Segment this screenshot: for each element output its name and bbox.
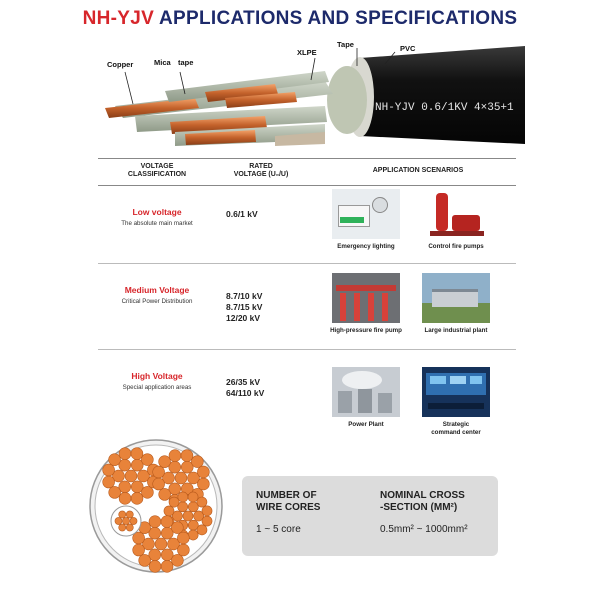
copper-strand <box>188 530 198 540</box>
scene-caption: Control fire pumps <box>428 243 484 250</box>
scene-fire-pumps <box>416 189 496 251</box>
copper-strand <box>131 492 143 504</box>
copper-strand <box>197 478 209 490</box>
header-voltage-class: VOLTAGE CLASSIFICATION <box>127 163 187 178</box>
rated-voltage: 26/35 kV 64/110 kV <box>226 377 265 398</box>
scene-caption: Strategic command center <box>431 421 481 436</box>
copper-strand <box>153 466 165 478</box>
copper-strand <box>177 544 189 556</box>
scene-fire-pump-room <box>326 273 406 335</box>
spec-cores-heading: NUMBER OF WIRE CORES <box>256 490 321 513</box>
copper-strand <box>181 450 193 462</box>
header-rated-voltage: RATED VOLTAGE (U₀/U) <box>233 163 289 178</box>
copper-strand <box>141 454 153 466</box>
voltage-class-desc: Critical Power Distribution <box>121 298 193 305</box>
copper-strand <box>155 538 167 550</box>
xlpe-layer <box>327 66 367 134</box>
copper-strand <box>188 492 198 502</box>
copper-strand <box>197 497 207 507</box>
label-copper: Copper <box>107 60 134 69</box>
copper-strand <box>126 524 133 531</box>
copper-strand <box>177 532 189 544</box>
copper-strand <box>183 511 193 521</box>
spec-panel <box>242 476 498 556</box>
copper-strand <box>103 464 115 476</box>
copper-strand <box>197 466 209 478</box>
copper-strand <box>191 456 203 468</box>
copper-strand <box>197 525 207 535</box>
scene-command-center <box>416 367 496 437</box>
copper-strand <box>202 506 212 516</box>
copper-strand <box>139 554 151 566</box>
scene-emergency-lighting <box>326 189 406 251</box>
copper-strand <box>164 506 174 516</box>
copper-strand <box>161 560 173 572</box>
copper-strand <box>171 554 183 566</box>
copper-strand <box>119 511 126 518</box>
copper-strand <box>202 516 212 526</box>
scene-caption: Large industrial plant <box>424 327 488 334</box>
label-mica: Mica <box>154 58 171 67</box>
scene-industrial-plant <box>416 273 496 335</box>
spec-section-heading: NOMINAL CROSS -SECTION (MM²) <box>380 490 465 513</box>
copper-strand <box>125 470 137 482</box>
voltage-class <box>98 285 216 305</box>
scene-power-plant <box>326 367 406 429</box>
copper-strand <box>130 517 137 524</box>
copper-strand <box>153 478 165 490</box>
copper-strand <box>122 517 129 524</box>
copper-strand <box>169 497 179 507</box>
copper-strand <box>171 522 183 534</box>
copper-strand <box>115 517 122 524</box>
emergency-lighting-image <box>332 189 400 239</box>
voltage-class-name: Low voltage <box>132 207 182 217</box>
industrial-plant-image <box>422 273 490 323</box>
copper-strand <box>141 486 153 498</box>
copper-strand <box>109 454 121 466</box>
voltage-class-name: High Voltage <box>131 371 183 381</box>
voltage-class-name: Medium Voltage <box>124 285 190 295</box>
page-title <box>0 8 600 30</box>
table-row <box>98 263 516 350</box>
copper-strand <box>175 472 187 484</box>
copper-strand <box>161 516 173 528</box>
copper-strand <box>169 450 181 462</box>
scene-caption: Power Plant <box>348 421 384 428</box>
voltage-class <box>98 207 216 227</box>
copper-strand <box>109 486 121 498</box>
table-row <box>98 185 516 264</box>
spec-cores-value: 1 ~ 5 core <box>256 524 301 535</box>
voltage-class-desc: The absolute main market <box>121 220 193 227</box>
copper-strand <box>119 448 131 460</box>
table-header <box>98 158 516 186</box>
fire-pump-room-image <box>332 273 400 323</box>
cable-print-text: NH-YJV 0.6/1KV 4×35+1 <box>375 102 514 114</box>
copper-strand <box>103 476 115 488</box>
copper-strand <box>119 524 126 531</box>
copper-strand <box>119 492 131 504</box>
copper-strand <box>178 492 188 502</box>
copper-strand <box>149 560 161 572</box>
cable-cross-section <box>86 436 226 576</box>
header-scenarios: APPLICATION SCENARIOS <box>372 167 464 174</box>
label-xlpe: XLPE <box>297 48 317 57</box>
voltage-class-desc: Special application areas <box>122 384 192 391</box>
copper-strand <box>133 544 145 556</box>
voltage-class <box>98 371 216 391</box>
spec-section-value: 0.5mm² ~ 1000mm² <box>380 524 468 535</box>
scene-caption: Emergency lighting <box>337 243 395 250</box>
pvc-sheath <box>360 46 525 144</box>
copper-strand <box>159 488 171 500</box>
title-rest: APPLICATIONS AND SPECIFICATIONS <box>154 8 518 29</box>
copper-strand <box>149 516 161 528</box>
copper-strand <box>126 511 133 518</box>
table-row <box>98 349 516 444</box>
rated-voltage: 8.7/10 kV 8.7/15 kV 12/20 kV <box>226 291 263 323</box>
cable-illustration <box>75 36 525 154</box>
copper-strand <box>159 456 171 468</box>
command-center-image <box>422 367 490 417</box>
power-plant-image <box>332 367 400 417</box>
label-tape: tape <box>178 58 194 67</box>
copper-strand <box>131 448 143 460</box>
rated-voltage: 0.6/1 kV <box>226 209 258 219</box>
scene-caption: High-pressure fire pump <box>330 327 402 334</box>
fire-pump-image <box>422 189 490 239</box>
label-tape-outer: Tape <box>337 40 354 49</box>
core-bundle <box>105 71 333 146</box>
label-pvc: PVC <box>400 44 416 53</box>
title-model: NH-YJV <box>82 8 155 29</box>
